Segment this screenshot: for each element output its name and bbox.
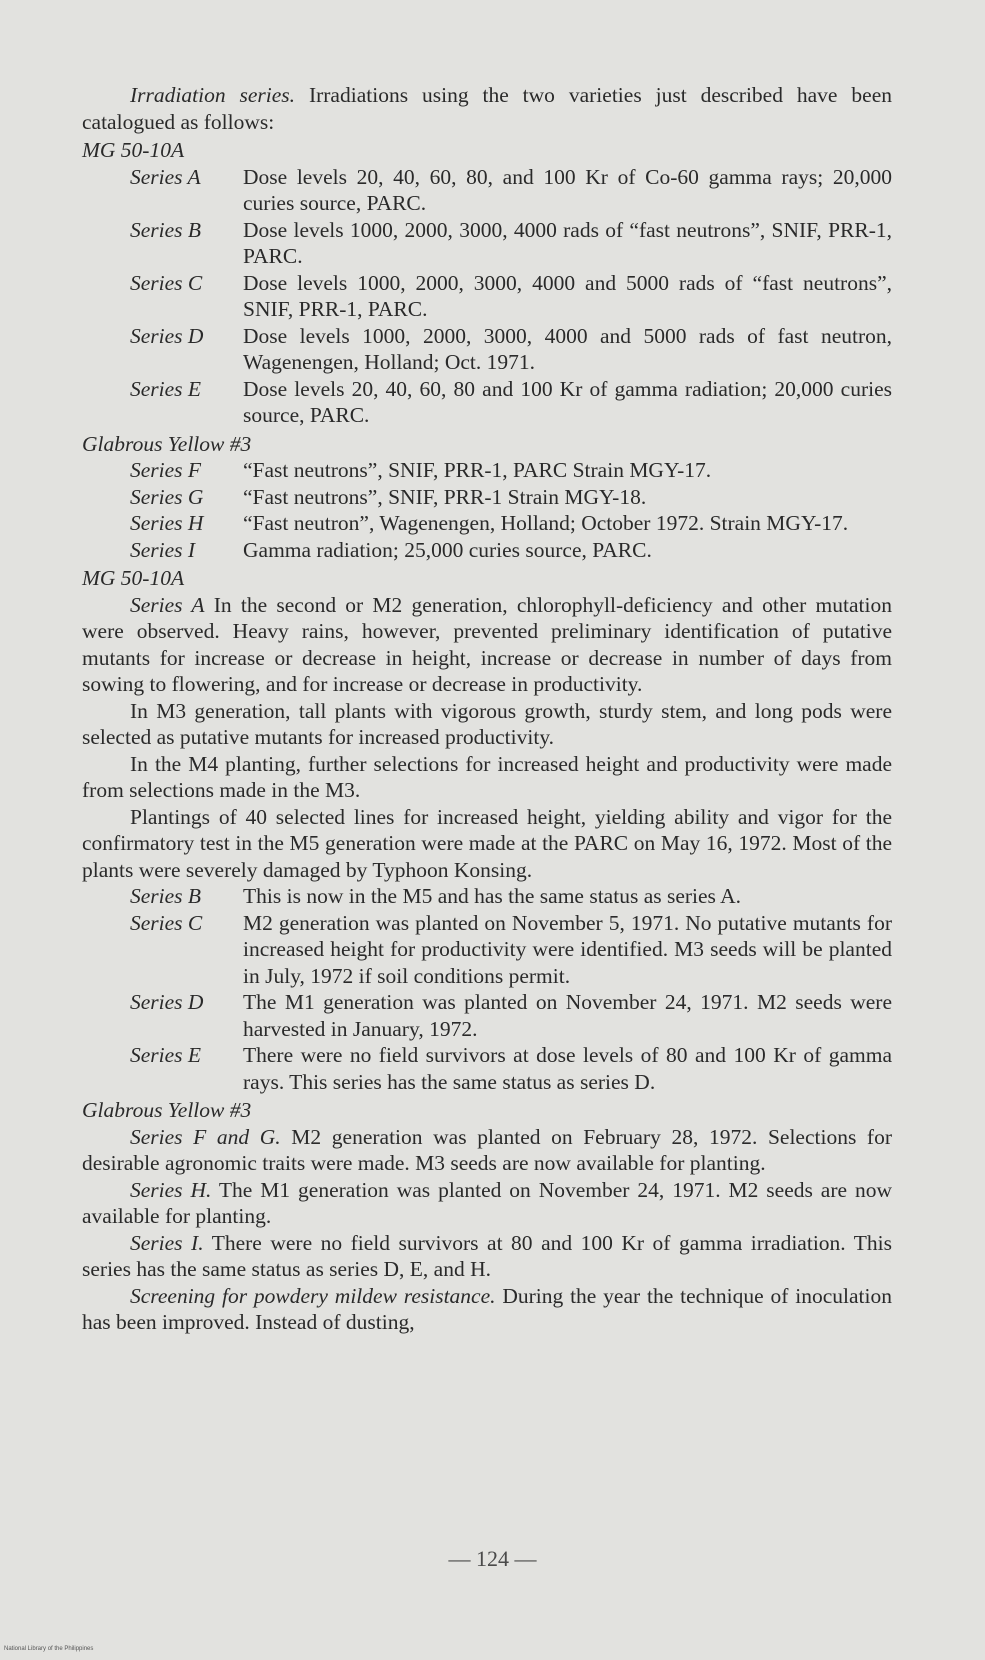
series-label: Series I xyxy=(130,537,196,562)
section3-paragraph-2: In M3 generation, tall plants with vigorous growth, sturdy stem, and long pods were selected as putative mutants for increased productivity. xyxy=(82,698,892,749)
series-text: “Fast neutrons”, SNIF, PRR-1 Strain MGY-18. xyxy=(243,484,647,509)
series-entry xyxy=(130,323,892,376)
series-entry xyxy=(130,164,892,217)
series-text: There were no field survivors at dose levels of 80 and 100 Kr of gamma rays. This series has the same status as series D. xyxy=(243,1043,892,1094)
series-label: Series H xyxy=(130,511,204,535)
series-label: Series G xyxy=(130,484,204,509)
series-text: M2 generation was planted on November 5, 1971. No putative mutants for increased height for productivity were identified. M3 seeds will be planted in July, 1972 if soil conditions permit. xyxy=(243,910,892,988)
series-text: “Fast neutron”, Wagenengen, Holland; October 1972. Strain MGY-17. xyxy=(243,511,849,535)
series-text: Dose levels 20, 40, 60, 80, and 100 Kr of Co-60 gamma rays; 20,000 curies source, PARC. xyxy=(243,164,892,215)
series-fg-label: Series F and G. xyxy=(130,1124,281,1149)
series-label: Series C xyxy=(130,270,203,295)
intro-label: Irradiation series. xyxy=(130,83,296,107)
series-label: Series A xyxy=(130,164,201,189)
series-h-paragraph xyxy=(82,1177,892,1230)
series-entry xyxy=(130,457,892,484)
series-a-label: Series A xyxy=(130,592,205,617)
section3-paragraph-4: Plantings of 40 selected lines for increased height, yielding ability and vigor for the confirmatory test in the M5 generation were made at the PARC on May 16, 1972. Most of the plants were severely damaged by Typhoon Konsing. xyxy=(82,804,892,882)
series-entry xyxy=(130,910,892,990)
series-label: Series D xyxy=(130,323,204,348)
group1-series-list xyxy=(82,164,892,429)
group2-heading: Glabrous Yellow #3 xyxy=(82,431,252,456)
screening-text: During the year the technique of inoculation has been improved. Instead of dusting, xyxy=(82,1283,892,1334)
series-text: Dose levels 1000, 2000, 3000, 4000 and 5000 rads of “fast neutrons”, SNIF, PRR-1, PARC. xyxy=(243,270,892,321)
series-entry xyxy=(130,989,892,1042)
series-label: Series C xyxy=(130,910,203,935)
intro-text: Irradiations using the two varieties just described have been catalogued as follows: xyxy=(82,83,892,134)
series-text: Dose levels 1000, 2000, 3000, 4000 rads of “fast neutrons”, SNIF, PRR-1, PARC. xyxy=(243,217,892,268)
section3-series-list xyxy=(82,883,892,1095)
screening-label: Screening for powdery mildew resistance. xyxy=(130,1283,496,1308)
series-label: Series D xyxy=(130,990,204,1014)
series-a-text: In the second or M2 generation, chlorophyll-deficiency and other mutation were observed. Heavy rains, however, prevented preliminary identification of putative mutants for increase or decrease in height, increase or decrease in number of days from sowing to flowering, and for increase or decrease in productivity. xyxy=(82,592,892,696)
series-h-text: The M1 generation was planted on November 24, 1971. M2 seeds are now available for planting. xyxy=(82,1177,892,1228)
series-entry xyxy=(130,217,892,270)
series-i-text: There were no field survivors at 80 and 100 Kr of gamma irradiation. This series has the same status as series D, E, and H. xyxy=(82,1230,893,1281)
series-entry xyxy=(130,883,892,910)
series-entry xyxy=(130,537,892,564)
series-label: Series B xyxy=(130,884,202,908)
series-label: Series F xyxy=(130,458,202,482)
library-colophon: National Library of the Philippines xyxy=(4,1646,94,1652)
page-number: — 124 — xyxy=(448,1546,537,1571)
group1-heading: MG 50-10A xyxy=(82,138,185,162)
series-text: “Fast neutrons”, SNIF, PRR-1, PARC Strain MGY-17. xyxy=(243,458,712,482)
intro-paragraph xyxy=(82,82,892,135)
series-text: The M1 generation was planted on November 24, 1971. M2 seeds were harvested in January, 1972. xyxy=(243,990,892,1041)
series-entry xyxy=(130,484,892,511)
section3-paragraph-3: In the M4 planting, further selections for increased height and productivity were made from selections made in the M3. xyxy=(82,751,892,802)
series-text: Gamma radiation; 25,000 curies source, PARC. xyxy=(243,537,652,562)
page-body xyxy=(82,82,892,1336)
series-entry xyxy=(130,510,892,537)
screening-paragraph xyxy=(82,1283,892,1336)
group2-series-list xyxy=(82,457,892,563)
series-entry xyxy=(130,1042,892,1095)
section3-series-a-paragraph xyxy=(82,592,892,698)
series-i-paragraph xyxy=(82,1230,892,1283)
series-label: Series E xyxy=(130,1043,202,1067)
series-i-label: Series I. xyxy=(130,1230,204,1255)
series-label: Series E xyxy=(130,376,202,401)
section3-heading: MG 50-10A xyxy=(82,566,185,590)
series-text: Dose levels 20, 40, 60, 80 and 100 Kr of gamma radiation; 20,000 curies source, PARC. xyxy=(243,376,892,427)
series-text: This is now in the M5 and has the same status as series A. xyxy=(243,884,742,908)
series-entry xyxy=(130,270,892,323)
series-text: Dose levels 1000, 2000, 3000, 4000 and 5000 rads of fast neutron, Wagenengen, Holland; Oct. 1971. xyxy=(243,323,892,374)
series-entry xyxy=(130,376,892,429)
series-h-label: Series H. xyxy=(130,1177,212,1202)
section4-heading: Glabrous Yellow #3 xyxy=(82,1098,252,1122)
series-label: Series B xyxy=(130,217,202,242)
series-fg-paragraph xyxy=(82,1124,892,1177)
series-fg-text: M2 generation was planted on February 28, 1972. Selections for desirable agronomic traits were made. M3 seeds are now available for planting. xyxy=(82,1124,893,1175)
